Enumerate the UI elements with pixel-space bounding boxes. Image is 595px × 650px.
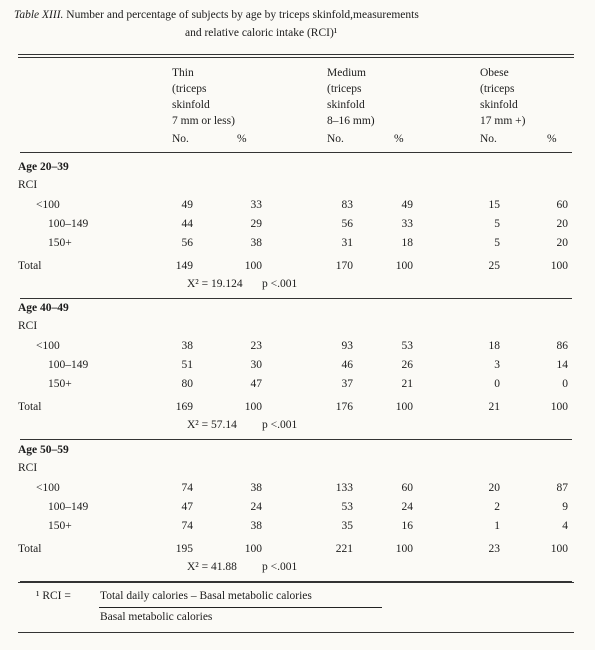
cell-value: 18 bbox=[488, 340, 500, 352]
total-value: 221 bbox=[335, 543, 353, 555]
header-line: Thin bbox=[172, 67, 194, 79]
header-line: skinfold bbox=[327, 99, 365, 111]
cell-value: 44 bbox=[181, 218, 193, 230]
cell-value: 5 bbox=[494, 218, 500, 230]
cell-value: 24 bbox=[250, 501, 262, 513]
cell-value: 1 bbox=[494, 520, 500, 532]
footnote-rule bbox=[18, 582, 574, 583]
cell-value: 33 bbox=[250, 199, 262, 211]
cell-value: 86 bbox=[556, 340, 568, 352]
section-rci-label: RCI bbox=[18, 179, 38, 191]
total-value: 100 bbox=[550, 260, 568, 272]
cell-value: 33 bbox=[401, 218, 413, 230]
cell-value: 4 bbox=[562, 520, 568, 532]
cell-value: 9 bbox=[562, 501, 568, 513]
cell-value: 18 bbox=[401, 237, 413, 249]
total-value: 100 bbox=[244, 401, 262, 413]
header-line: Medium bbox=[327, 67, 366, 79]
cell-value: 23 bbox=[250, 340, 262, 352]
cell-value: 38 bbox=[250, 520, 262, 532]
total-value: 25 bbox=[488, 260, 500, 272]
column-header-thin bbox=[172, 65, 235, 129]
cell-value: 20 bbox=[556, 218, 568, 230]
total-value: 100 bbox=[550, 401, 568, 413]
total-value: 169 bbox=[175, 401, 193, 413]
chi-square: X² = 41.88 bbox=[187, 561, 237, 573]
footnote-marker: ¹ RCI = bbox=[36, 590, 71, 602]
cell-value: 38 bbox=[250, 237, 262, 249]
cell-value: 83 bbox=[341, 199, 353, 211]
subheader-no: No. bbox=[327, 133, 344, 145]
cell-value: 46 bbox=[341, 359, 353, 371]
footnote-fraction-bar bbox=[99, 607, 382, 608]
section-age-label: Age 50–59 bbox=[18, 444, 69, 456]
subheader-pct: % bbox=[394, 133, 404, 145]
table-title bbox=[14, 9, 419, 21]
cell-value: 0 bbox=[494, 378, 500, 390]
cell-value: 87 bbox=[556, 482, 568, 494]
bottom-rule bbox=[18, 632, 574, 633]
table-label: Table XIII. bbox=[14, 9, 64, 21]
subheader-pct: % bbox=[237, 133, 247, 145]
cell-value: 53 bbox=[341, 501, 353, 513]
cell-value: 30 bbox=[250, 359, 262, 371]
total-value: 100 bbox=[395, 260, 413, 272]
row-label: 100–149 bbox=[48, 501, 89, 513]
cell-value: 74 bbox=[181, 482, 193, 494]
row-label: 150+ bbox=[48, 378, 72, 390]
cell-value: 20 bbox=[556, 237, 568, 249]
total-value: 176 bbox=[335, 401, 353, 413]
section-rci-label: RCI bbox=[18, 462, 38, 474]
cell-value: 74 bbox=[181, 520, 193, 532]
cell-value: 51 bbox=[181, 359, 193, 371]
header-line: skinfold bbox=[172, 99, 210, 111]
total-value: 23 bbox=[488, 543, 500, 555]
header-line: 8–16 mm) bbox=[327, 115, 375, 127]
total-label: Total bbox=[18, 401, 42, 413]
cell-value: 5 bbox=[494, 237, 500, 249]
subheader-pct: % bbox=[547, 133, 557, 145]
section-rule bbox=[20, 439, 572, 440]
p-value: p <.001 bbox=[262, 561, 298, 573]
table-title-line1: Number and percentage of subjects by age by triceps skinfold,measurements bbox=[66, 9, 419, 21]
total-value: 195 bbox=[175, 543, 193, 555]
header-line: Obese bbox=[480, 67, 509, 79]
cell-value: 20 bbox=[488, 482, 500, 494]
cell-value: 31 bbox=[341, 237, 353, 249]
cell-value: 14 bbox=[556, 359, 568, 371]
row-label: <100 bbox=[36, 199, 60, 211]
row-label: 150+ bbox=[48, 520, 72, 532]
total-label: Total bbox=[18, 543, 42, 555]
header-line: (triceps bbox=[327, 83, 362, 95]
section-rci-label: RCI bbox=[18, 320, 38, 332]
section-rule bbox=[20, 298, 572, 299]
cell-value: 2 bbox=[494, 501, 500, 513]
section-age-label: Age 40–49 bbox=[18, 302, 69, 314]
cell-value: 133 bbox=[335, 482, 353, 494]
total-value: 170 bbox=[335, 260, 353, 272]
cell-value: 16 bbox=[401, 520, 413, 532]
row-label: <100 bbox=[36, 482, 60, 494]
p-value: p <.001 bbox=[262, 419, 298, 431]
header-line: 17 mm +) bbox=[480, 115, 526, 127]
cell-value: 49 bbox=[401, 199, 413, 211]
cell-value: 47 bbox=[250, 378, 262, 390]
row-label: 150+ bbox=[48, 237, 72, 249]
cell-value: 21 bbox=[401, 378, 413, 390]
column-header-obese bbox=[480, 65, 525, 129]
total-value: 100 bbox=[550, 543, 568, 555]
cell-value: 47 bbox=[181, 501, 193, 513]
p-value: p <.001 bbox=[262, 278, 298, 290]
cell-value: 60 bbox=[401, 482, 413, 494]
cell-value: 53 bbox=[401, 340, 413, 352]
total-value: 100 bbox=[395, 543, 413, 555]
header-rule bbox=[20, 152, 572, 153]
cell-value: 60 bbox=[556, 199, 568, 211]
cell-value: 80 bbox=[181, 378, 193, 390]
top-rule-2 bbox=[18, 57, 574, 58]
chi-square: X² = 19.124 bbox=[187, 278, 243, 290]
header-line: skinfold bbox=[480, 99, 518, 111]
cell-value: 26 bbox=[401, 359, 413, 371]
cell-value: 56 bbox=[341, 218, 353, 230]
cell-value: 38 bbox=[250, 482, 262, 494]
header-line: (triceps bbox=[480, 83, 515, 95]
cell-value: 29 bbox=[250, 218, 262, 230]
total-label: Total bbox=[18, 260, 42, 272]
cell-value: 35 bbox=[341, 520, 353, 532]
cell-value: 49 bbox=[181, 199, 193, 211]
cell-value: 24 bbox=[401, 501, 413, 513]
cell-value: 15 bbox=[488, 199, 500, 211]
total-value: 100 bbox=[395, 401, 413, 413]
table-title-line2: and relative caloric intake (RCI)¹ bbox=[185, 27, 338, 39]
cell-value: 93 bbox=[341, 340, 353, 352]
footnote-denominator: Basal metabolic calories bbox=[100, 611, 213, 623]
cell-value: 0 bbox=[562, 378, 568, 390]
section-age-label: Age 20–39 bbox=[18, 161, 69, 173]
cell-value: 38 bbox=[181, 340, 193, 352]
total-value: 100 bbox=[244, 543, 262, 555]
cell-value: 56 bbox=[181, 237, 193, 249]
row-label: 100–149 bbox=[48, 359, 89, 371]
total-value: 149 bbox=[175, 260, 193, 272]
chi-square: X² = 57.14 bbox=[187, 419, 237, 431]
header-line: (triceps bbox=[172, 83, 207, 95]
total-value: 100 bbox=[244, 260, 262, 272]
column-header-medium bbox=[327, 65, 375, 129]
cell-value: 37 bbox=[341, 378, 353, 390]
top-rule bbox=[18, 54, 574, 55]
row-label: 100–149 bbox=[48, 218, 89, 230]
subheader-no: No. bbox=[172, 133, 189, 145]
cell-value: 3 bbox=[494, 359, 500, 371]
header-line: 7 mm or less) bbox=[172, 115, 235, 127]
row-label: <100 bbox=[36, 340, 60, 352]
footnote-numerator: Total daily calories – Basal metabolic calories bbox=[100, 590, 312, 602]
total-value: 21 bbox=[488, 401, 500, 413]
subheader-no: No. bbox=[480, 133, 497, 145]
